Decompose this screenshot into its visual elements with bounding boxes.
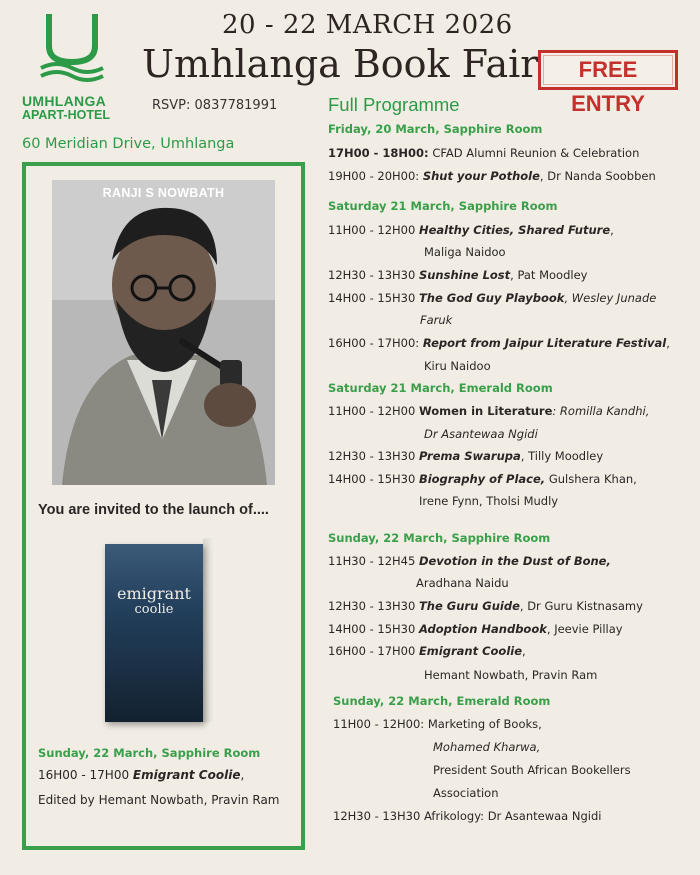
- item-time: 11H00 - 12H00:: [333, 717, 425, 731]
- item-title: Biography of Place,: [418, 472, 546, 486]
- item-title: Adoption Handbook: [418, 622, 547, 636]
- item-time: 12H30 - 13H30: [328, 599, 416, 613]
- item-rest: ,: [522, 644, 526, 658]
- programme-item: [328, 404, 649, 418]
- item-time: 12H30 - 13H30: [328, 449, 416, 463]
- programme-item: [328, 336, 670, 350]
- book-cover-image: [105, 538, 217, 724]
- day-heading-saturday-sapphire: Saturday 21 March, Sapphire Room: [328, 199, 558, 213]
- item-time: 14H00 - 15H30: [328, 291, 416, 305]
- item-title: Shut your Pothole: [422, 169, 540, 183]
- book-cover-title-line2: coolie: [134, 602, 174, 617]
- item-time: 11H00 - 12H00: [328, 404, 416, 418]
- item-speaker: Dr Asantewaa Ngidi: [424, 427, 538, 441]
- item-speaker: Irene Fynn, Tholsi Mudly: [419, 494, 559, 508]
- programme-item: [328, 599, 643, 613]
- item-rest: : Romilla Kandhi,: [552, 404, 650, 418]
- launch-title-suffix: ,: [240, 768, 245, 782]
- programme-item: [328, 223, 614, 237]
- day-heading-sunday-emerald: Sunday, 22 March, Emerald Room: [333, 694, 551, 708]
- book-cover-title-line1: emigrant: [117, 584, 191, 603]
- item-speaker-role: President South African Bookellers: [433, 763, 631, 777]
- launch-day-heading: Sunday, 22 March, Sapphire Room: [38, 746, 261, 760]
- item-rest: ,: [610, 223, 614, 237]
- item-speaker: Hemant Nowbath, Pravin Ram: [424, 668, 598, 682]
- item-speaker: Aradhana Naidu: [416, 576, 509, 590]
- item-title: Report from Jaipur Literature Festival: [422, 336, 667, 350]
- item-speaker: Mohamed Kharwa,: [433, 740, 541, 754]
- item-time: 11H00 - 12H00: [328, 223, 416, 237]
- hotel-logo-icon: [37, 12, 107, 86]
- venue-address: 60 Meridian Drive, Umhlanga: [22, 136, 235, 152]
- programme-item: [328, 622, 623, 636]
- item-speaker-role-cont: Association: [433, 786, 499, 800]
- item-title: Sunshine Lost: [418, 268, 511, 282]
- item-title: Women in Literature: [418, 404, 553, 418]
- item-time: 16H00 - 17H00: [328, 644, 416, 658]
- launch-session: [38, 768, 244, 782]
- programme-item: [328, 644, 526, 658]
- programme-item: [328, 169, 656, 183]
- item-rest: Gulshera Khan,: [545, 472, 637, 486]
- item-title: Afrikology: Dr Asantewaa Ngidi: [423, 809, 602, 823]
- book-pages: [203, 537, 215, 722]
- item-time: 19H00 - 20H00:: [328, 169, 420, 183]
- item-title: Emigrant Coolie: [418, 644, 523, 658]
- programme-heading: Full Programme: [328, 94, 460, 115]
- book-front-cover: [105, 544, 203, 722]
- programme-item: [328, 291, 656, 305]
- item-rest: , Dr Guru Kistnasamy: [519, 599, 643, 613]
- programme-item: [328, 449, 603, 463]
- author-portrait: [52, 180, 275, 485]
- item-time: 16H00 - 17H00:: [328, 336, 420, 350]
- item-time: 12H30 - 13H30: [328, 268, 416, 282]
- event-dates: 20 - 22 MARCH 2026: [222, 10, 513, 40]
- author-portrait-image: [52, 180, 275, 485]
- item-speaker: Faruk: [420, 313, 453, 327]
- hotel-name-line2: APART-HOTEL: [22, 108, 110, 122]
- item-title: The Guru Guide: [418, 599, 520, 613]
- item-time: 14H00 - 15H30: [328, 622, 416, 636]
- item-rest: , Wesley Junade: [564, 291, 657, 305]
- item-rest: , Dr Nanda Soobben: [539, 169, 656, 183]
- item-title: Healthy Cities, Shared Future: [418, 223, 611, 237]
- item-title: The God Guy Playbook: [418, 291, 565, 305]
- item-title: CFAD Alumni Reunion & Celebration: [432, 146, 640, 160]
- programme-item: [328, 472, 637, 486]
- item-rest: ,: [666, 336, 670, 350]
- launch-invitation: You are invited to the launch of....: [38, 502, 269, 518]
- item-time: 17H00 - 18H00:: [328, 146, 429, 160]
- hotel-name-line1: UMHLANGA: [22, 93, 107, 109]
- programme-item: [333, 717, 542, 731]
- author-name-caption: RANJI S NOWBATH: [102, 186, 225, 200]
- launch-editors: Edited by Hemant Nowbath, Pravin Ram: [38, 793, 280, 807]
- programme-item: [328, 146, 639, 160]
- item-speaker: Maliga Naidoo: [424, 245, 506, 259]
- launch-time: 16H00 - 17H00: [38, 768, 130, 782]
- day-heading-saturday-emerald: Saturday 21 March, Emerald Room: [328, 381, 553, 395]
- programme-item: [328, 268, 587, 282]
- event-title: Umhlanga Book Fair: [142, 42, 539, 86]
- item-rest: , Tilly Moodley: [520, 449, 604, 463]
- item-speaker: Kiru Naidoo: [424, 359, 491, 373]
- launch-book-title: Emigrant Coolie: [132, 768, 241, 782]
- item-rest: , Jeevie Pillay: [546, 622, 623, 636]
- programme-item: [333, 809, 601, 823]
- day-heading-sunday-sapphire: Sunday, 22 March, Sapphire Room: [328, 531, 551, 545]
- item-rest: , Pat Moodley: [510, 268, 588, 282]
- hotel-logo: [22, 12, 116, 122]
- item-title: Marketing of Books,: [427, 717, 542, 731]
- item-title: Prema Swarupa: [418, 449, 521, 463]
- item-title: Devotion in the Dust of Bone,: [418, 554, 611, 568]
- free-entry-badge: FREE ENTRY: [538, 50, 678, 90]
- programme-item: [328, 554, 611, 568]
- item-time: 14H00 - 15H30: [328, 472, 416, 486]
- item-time: 11H30 - 12H45: [328, 554, 416, 568]
- day-heading-friday: Friday, 20 March, Sapphire Room: [328, 122, 543, 136]
- item-time: 12H30 - 13H30: [333, 809, 421, 823]
- rsvp-number: RSVP: 0837781991: [152, 98, 278, 113]
